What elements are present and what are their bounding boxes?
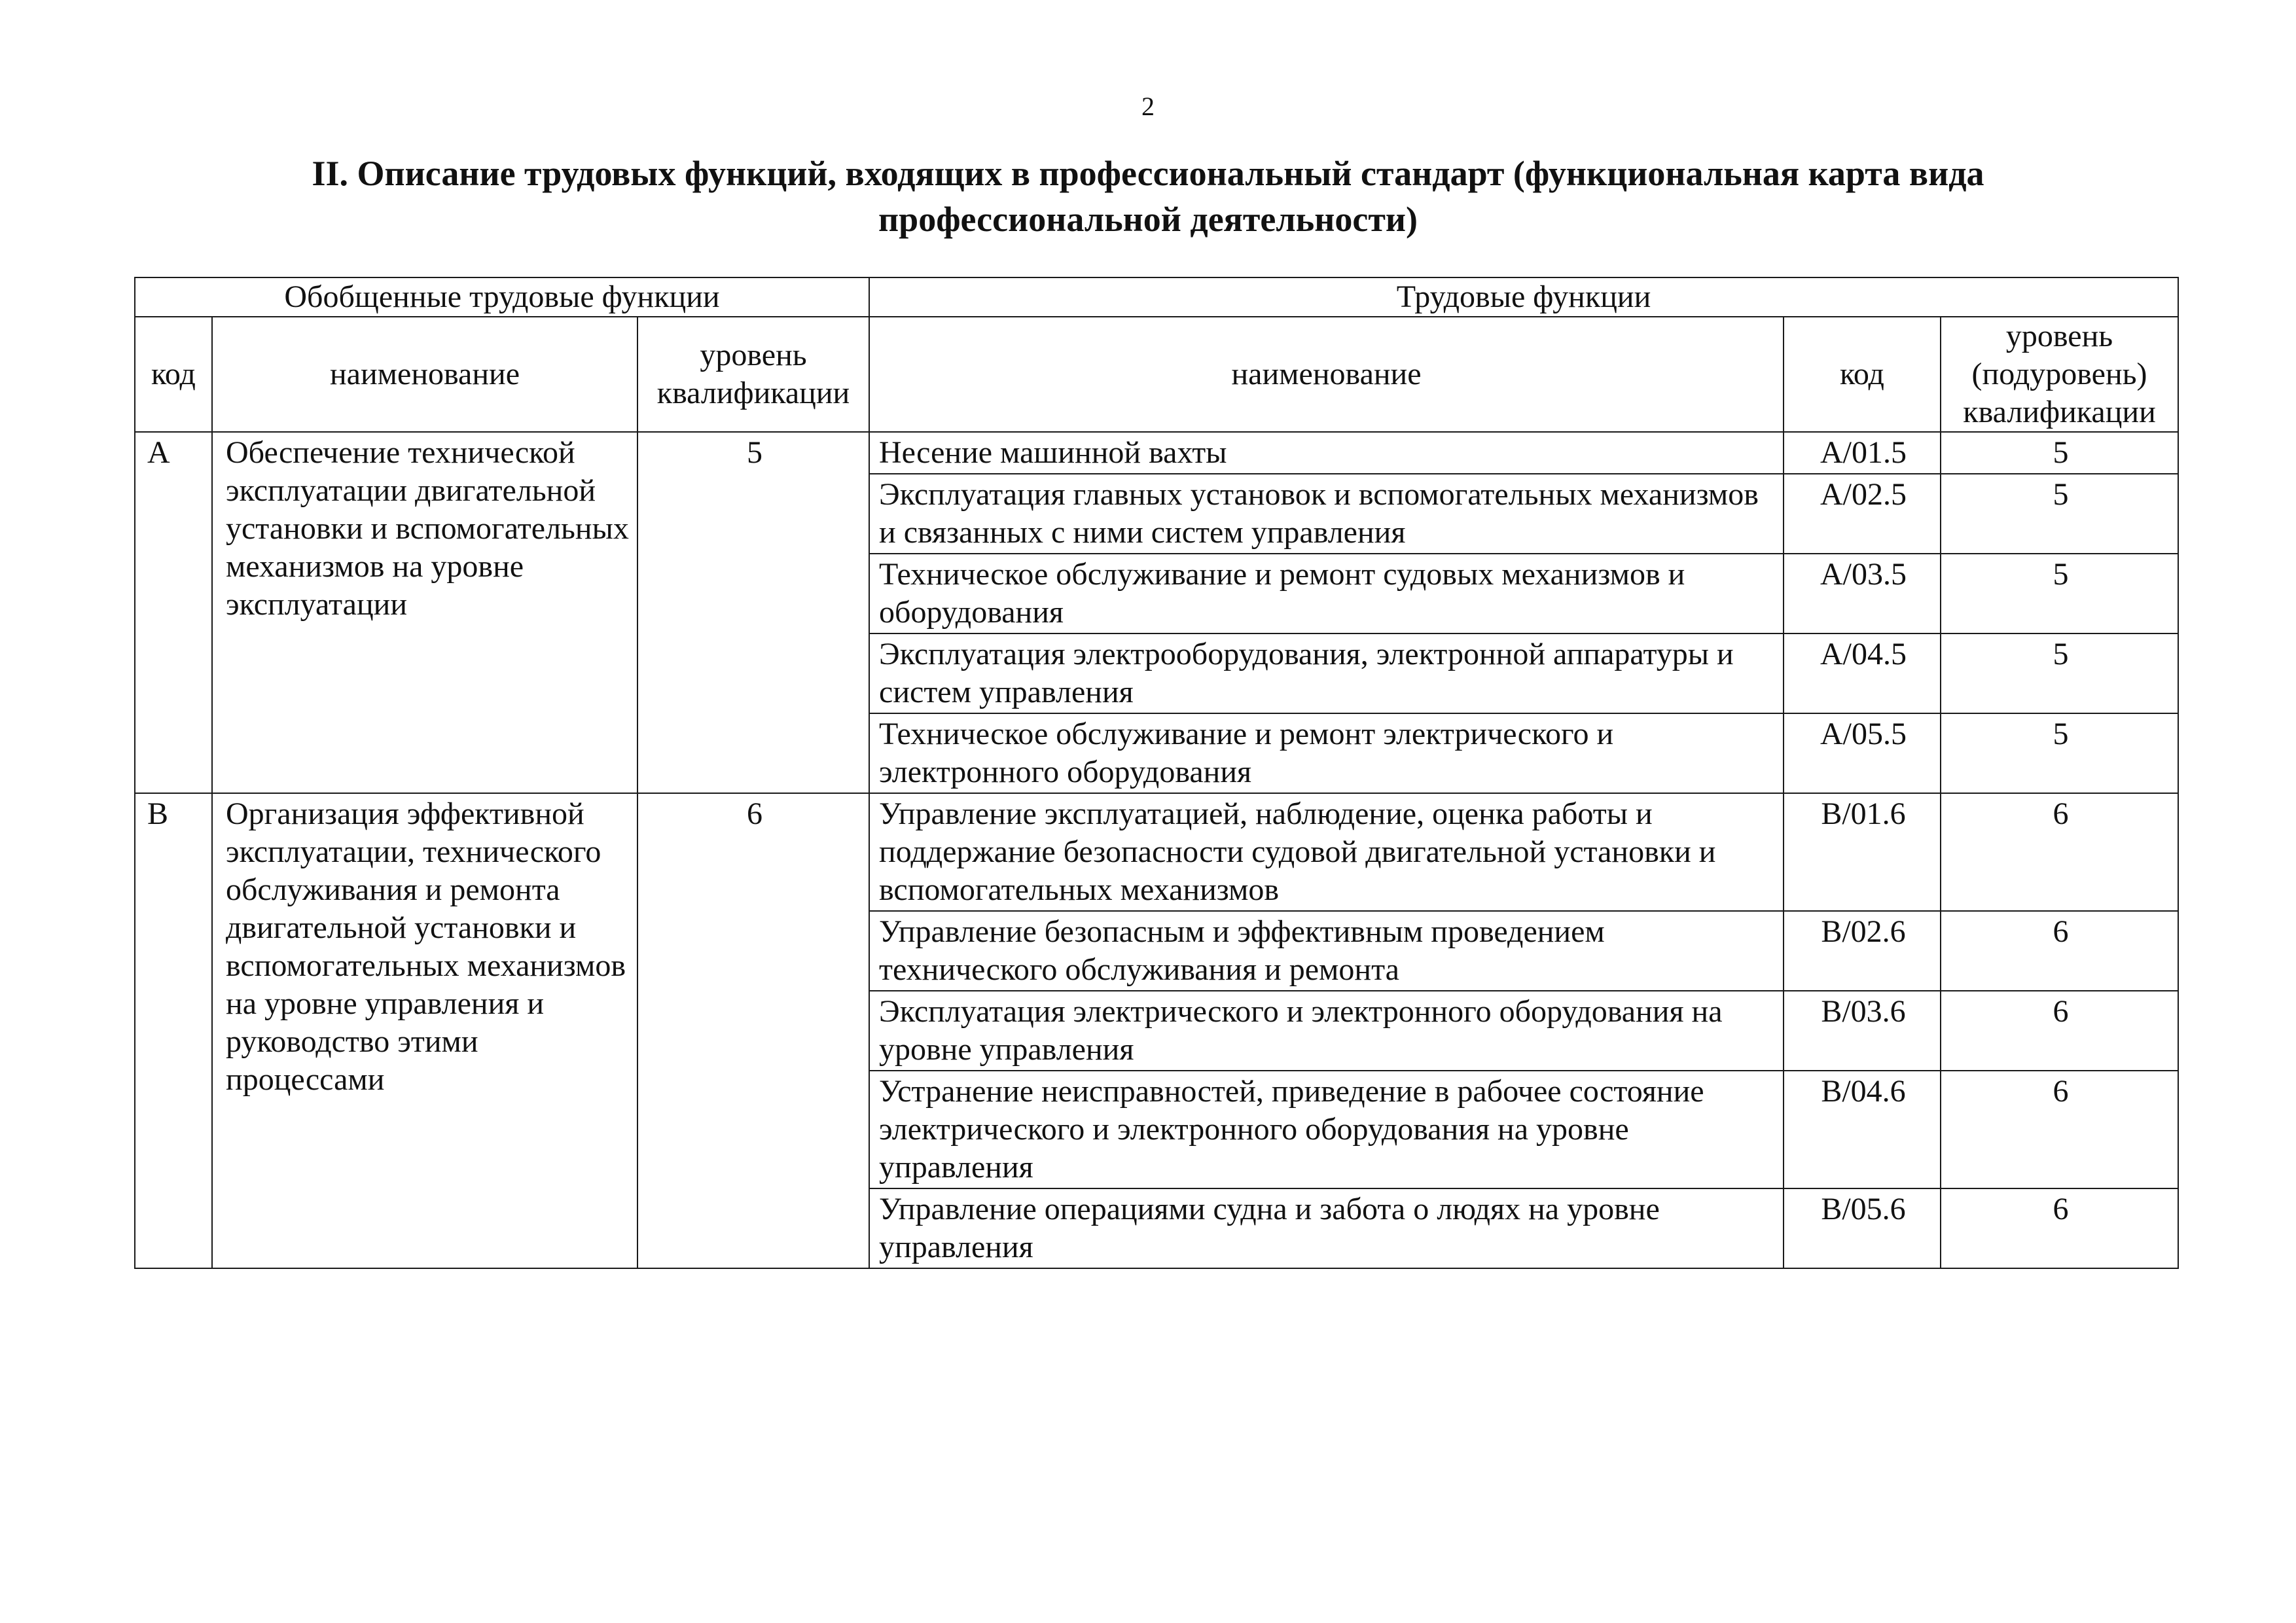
labor-function-level: 6 bbox=[1941, 911, 2178, 991]
header-labor-functions: Трудовые функции bbox=[869, 277, 2178, 317]
labor-function-level: 6 bbox=[1941, 793, 2178, 911]
labor-function-code: B/04.6 bbox=[1784, 1071, 1941, 1188]
labor-function-name: Несение машинной вахты bbox=[869, 432, 1784, 474]
labor-function-level: 5 bbox=[1941, 474, 2178, 554]
labor-function-level: 6 bbox=[1941, 991, 2178, 1071]
functional-map-table bbox=[134, 277, 2179, 1269]
labor-function-name: Управление операциями судна и забота о людях на уровне управления bbox=[869, 1188, 1784, 1268]
gen-function-code: B bbox=[135, 793, 212, 1268]
labor-function-name: Техническое обслуживание и ремонт электрического и электронного оборудования bbox=[869, 713, 1784, 793]
gen-function-name: Обеспечение технической эксплуатации двигательной установки и вспомогательных механизмов на уровне эксплуатации bbox=[212, 432, 637, 793]
col-header-gen-code: код bbox=[135, 317, 212, 432]
col-header-tf-code: код bbox=[1784, 317, 1941, 432]
labor-function-name: Эксплуатация электрического и электронного оборудования на уровне управления bbox=[869, 991, 1784, 1071]
labor-function-code: A/03.5 bbox=[1784, 554, 1941, 633]
labor-function-level: 5 bbox=[1941, 633, 2178, 713]
gen-function-name: Организация эффективной эксплуатации, технического обслуживания и ремонта двигательной установки и вспомогательных механизмов на уровне управления и руководство этими процессами bbox=[212, 793, 637, 1268]
labor-function-level: 6 bbox=[1941, 1071, 2178, 1188]
gen-function-code: A bbox=[135, 432, 212, 793]
labor-function-code: B/01.6 bbox=[1784, 793, 1941, 911]
labor-function-level: 6 bbox=[1941, 1188, 2178, 1268]
gen-function-level: 5 bbox=[637, 432, 869, 793]
header-columns-row bbox=[135, 317, 2178, 432]
labor-function-code: A/01.5 bbox=[1784, 432, 1941, 474]
labor-function-level: 5 bbox=[1941, 713, 2178, 793]
col-header-tf-level: уровень (подуровень) квалификации bbox=[1941, 317, 2178, 432]
section-title: II. Описание трудовых функций, входящих в профессиональный стандарт (функциональная карта вида профессиональной деятельности) bbox=[312, 154, 1984, 239]
col-header-tf-name: наименование bbox=[869, 317, 1784, 432]
labor-function-code: B/05.6 bbox=[1784, 1188, 1941, 1268]
table-row bbox=[135, 432, 2178, 474]
labor-function-code: A/04.5 bbox=[1784, 633, 1941, 713]
labor-function-code: B/03.6 bbox=[1784, 991, 1941, 1071]
labor-function-name: Управление безопасным и эффективным проведением технического обслуживания и ремонта bbox=[869, 911, 1784, 991]
labor-function-code: A/02.5 bbox=[1784, 474, 1941, 554]
header-group-row bbox=[135, 277, 2178, 317]
header-generalized-functions: Обобщенные трудовые функции bbox=[135, 277, 869, 317]
gen-function-level: 6 bbox=[637, 793, 869, 1268]
labor-function-name: Устранение неисправностей, приведение в рабочее состояние электрического и электронного оборудования на уровне управления bbox=[869, 1071, 1784, 1188]
labor-function-name: Эксплуатация электрооборудования, электронной аппаратуры и систем управления bbox=[869, 633, 1784, 713]
labor-function-name: Техническое обслуживание и ремонт судовых механизмов и оборудования bbox=[869, 554, 1784, 633]
col-header-gen-level: уровень квалификации bbox=[637, 317, 869, 432]
page-number: 2 bbox=[1141, 92, 1155, 121]
labor-function-level: 5 bbox=[1941, 554, 2178, 633]
table-row bbox=[135, 793, 2178, 911]
labor-function-name: Эксплуатация главных установок и вспомогательных механизмов и связанных с ними систем управления bbox=[869, 474, 1784, 554]
col-header-gen-name: наименование bbox=[212, 317, 637, 432]
labor-function-level: 5 bbox=[1941, 432, 2178, 474]
labor-function-code: A/05.5 bbox=[1784, 713, 1941, 793]
labor-function-name: Управление эксплуатацией, наблюдение, оценка работы и поддержание безопасности судовой двигательной установки и вспомогательных механизмов bbox=[869, 793, 1784, 911]
labor-function-code: B/02.6 bbox=[1784, 911, 1941, 991]
